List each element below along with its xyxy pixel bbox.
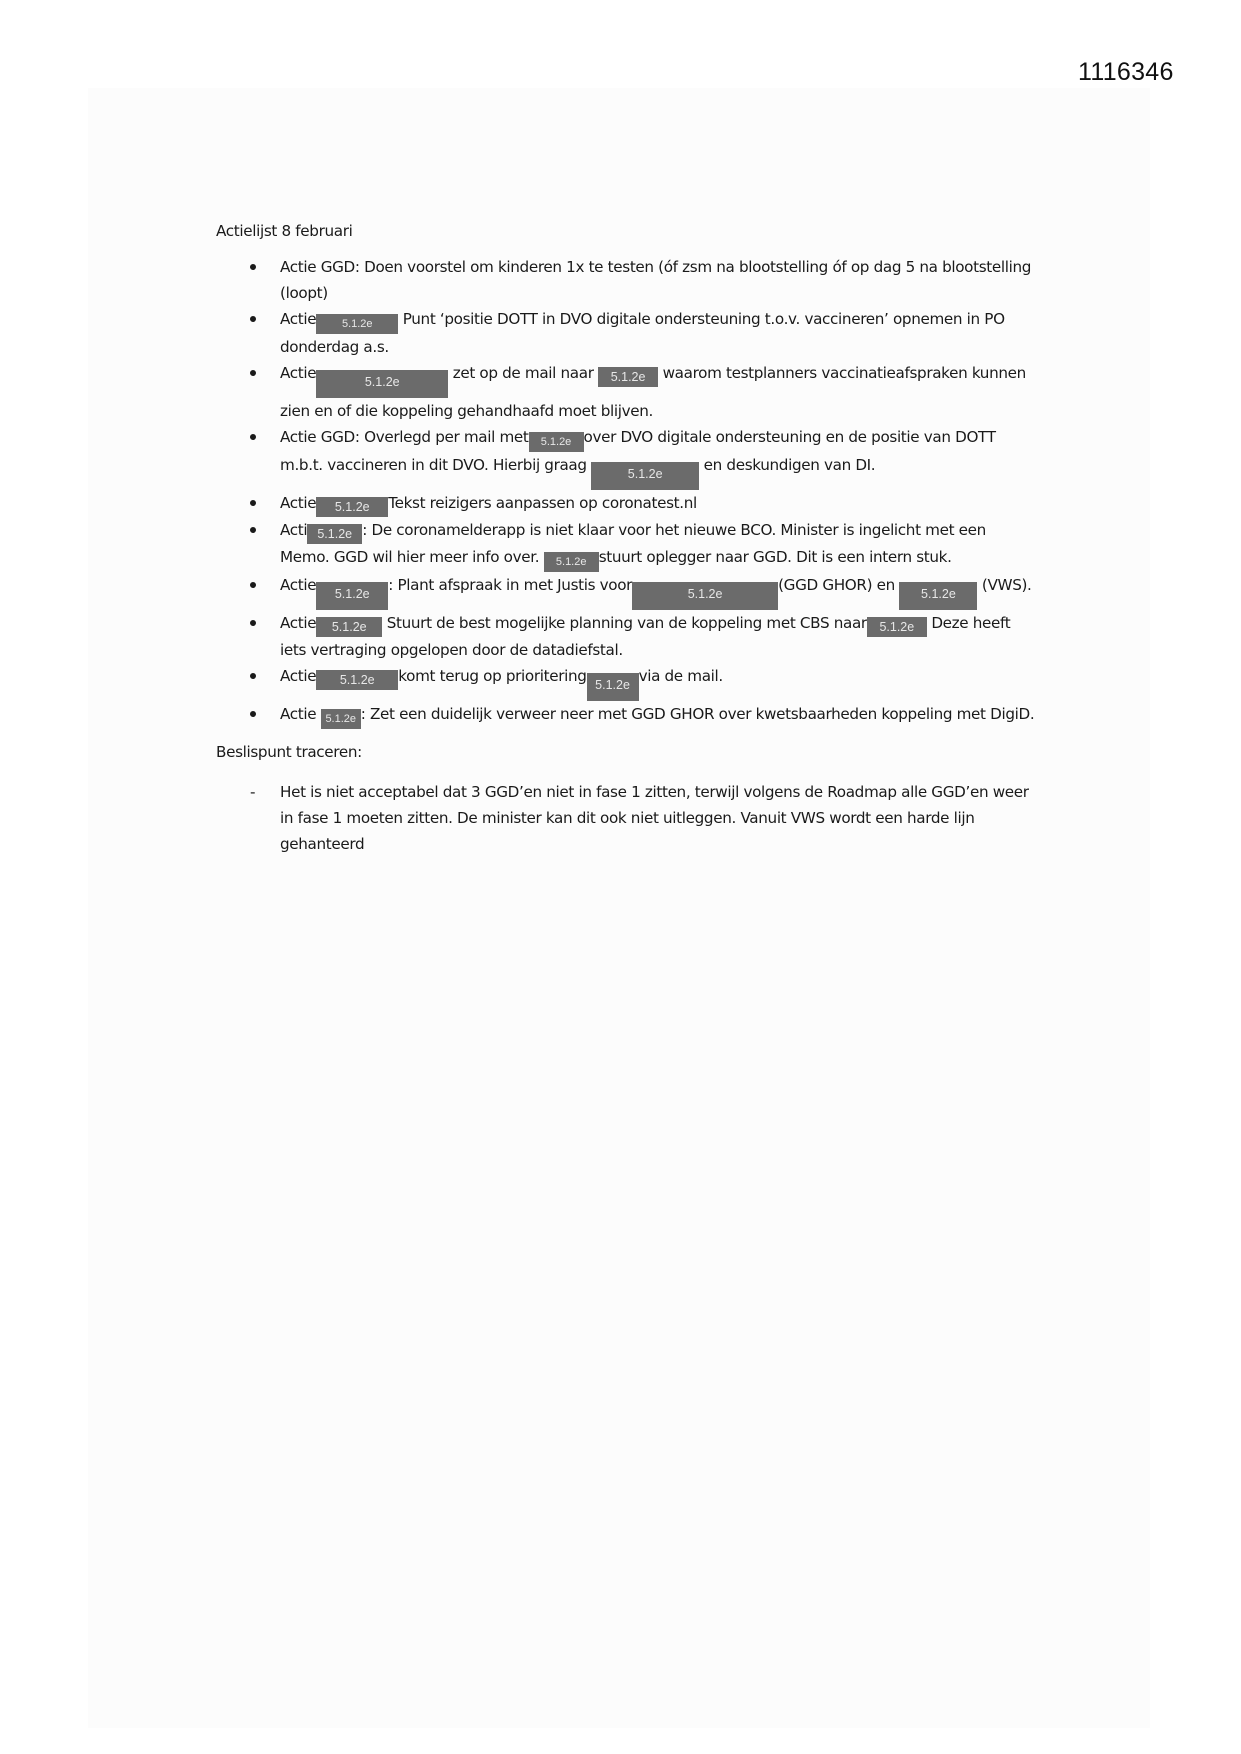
action-text: Deze heeft iets vertraging opgelopen door de datadiefstal. (280, 614, 1011, 659)
decision-list (216, 779, 1036, 857)
action-text: komt terug op prioritering (398, 667, 587, 685)
action-text: Stuurt de best mogelijke planning van de koppeling met CBS naar (386, 614, 867, 632)
action-item (216, 517, 1036, 572)
action-text: en deskundigen van DI. (703, 456, 876, 474)
bullet-icon (250, 673, 256, 679)
action-text: Punt ‘positie DOTT in DVO digitale ondersteuning t.o.v. vaccineren’ opnemen in PO donderdag a.s. (280, 310, 1005, 356)
action-text: Actie GGD: Doen voorstel om kinderen 1x te testen (óf zsm na blootstelling óf op dag 5 na blootstelling (loopt) (280, 258, 1032, 302)
bullet-icon (250, 434, 256, 440)
action-text: over DVO digitale ondersteuning en de positie van DOTT m.b.t. vaccineren in dit DVO. Hierbij graag (280, 428, 996, 474)
bullet-icon (250, 316, 256, 322)
redaction-block: 5.1.2e (632, 582, 778, 610)
action-item (216, 610, 1036, 663)
redaction-block: 5.1.2e (316, 497, 388, 517)
action-item (216, 663, 1036, 701)
action-text: (GGD GHOR) en (778, 576, 895, 594)
redaction-block: 5.1.2e (321, 709, 361, 729)
action-item (216, 490, 1036, 517)
redaction-block: 5.1.2e (316, 370, 448, 398)
bullet-icon (250, 711, 256, 717)
redaction-block: 5.1.2e (316, 670, 398, 690)
redaction-block: 5.1.2e (544, 552, 599, 572)
redaction-block: 5.1.2e (587, 673, 639, 701)
action-text: Actie GGD: Overlegd per mail met (280, 428, 529, 446)
decision-item (216, 779, 1036, 857)
action-text: Actie (280, 576, 317, 594)
action-item (216, 424, 1036, 490)
action-text: (VWS). (981, 576, 1032, 594)
bullet-icon (250, 500, 256, 506)
bullet-icon (250, 264, 256, 270)
action-text: zet op de mail naar (452, 364, 594, 382)
action-text: : De coronamelderapp is niet klaar voor het nieuwe BCO. Minister is ingelicht met een Memo. GGD wil hier meer info over. (280, 521, 986, 566)
action-item (216, 306, 1036, 360)
bullet-icon (250, 582, 256, 588)
redaction-block: 5.1.2e (591, 462, 699, 490)
action-list-heading: Actielijst 8 februari (216, 222, 353, 240)
redaction-block: 5.1.2e (316, 582, 388, 610)
action-item (216, 572, 1036, 610)
redaction-block: 5.1.2e (867, 617, 927, 637)
redaction-block: 5.1.2e (316, 617, 382, 637)
action-list (216, 254, 1036, 729)
bullet-icon (250, 620, 256, 626)
action-text: waarom testplanners vaccinatieafspraken kunnen zien en of die koppeling gehandhaafd moet blijven. (280, 364, 1026, 420)
dash-marker: - (250, 783, 256, 801)
redaction-block: 5.1.2e (529, 432, 584, 452)
redaction-block: 5.1.2e (316, 314, 398, 334)
action-text: Actie (280, 614, 317, 632)
decision-heading: Beslispunt traceren: (216, 743, 362, 761)
redaction-block: 5.1.2e (899, 582, 977, 610)
action-text: Actie (280, 667, 317, 685)
document-number: 1116346 (1078, 58, 1174, 86)
redaction-block: 5.1.2e (598, 367, 658, 387)
action-text: Tekst reizigers aanpassen op coronatest.nl (388, 494, 697, 512)
action-text: Acti (280, 521, 308, 539)
action-text: Actie (280, 310, 317, 328)
document-body (216, 218, 1036, 857)
action-text: stuurt oplegger naar GGD. Dit is een intern stuk. (598, 548, 952, 566)
action-text: Actie (280, 494, 317, 512)
action-item (216, 360, 1036, 424)
decision-text: Het is niet acceptabel dat 3 GGD’en niet in fase 1 zitten, terwijl volgens de Roadmap alle GGD’en weer in fase 1 moeten zitten. De minister kan dit ook niet uitleggen. Vanuit VWS wordt een harde lijn gehanteerd (280, 783, 1029, 853)
action-text: Actie (280, 364, 317, 382)
action-text: via de mail. (638, 667, 723, 685)
action-item (216, 254, 1036, 306)
bullet-icon (250, 370, 256, 376)
bullet-icon (250, 527, 256, 533)
redaction-block: 5.1.2e (307, 524, 362, 544)
action-item (216, 701, 1036, 729)
action-text: : Plant afspraak in met Justis voor (388, 576, 633, 594)
action-text: : Zet een duidelijk verweer neer met GGD GHOR over kwetsbaarheden koppeling met DigiD. (360, 705, 1035, 723)
action-text: Actie (280, 705, 317, 723)
